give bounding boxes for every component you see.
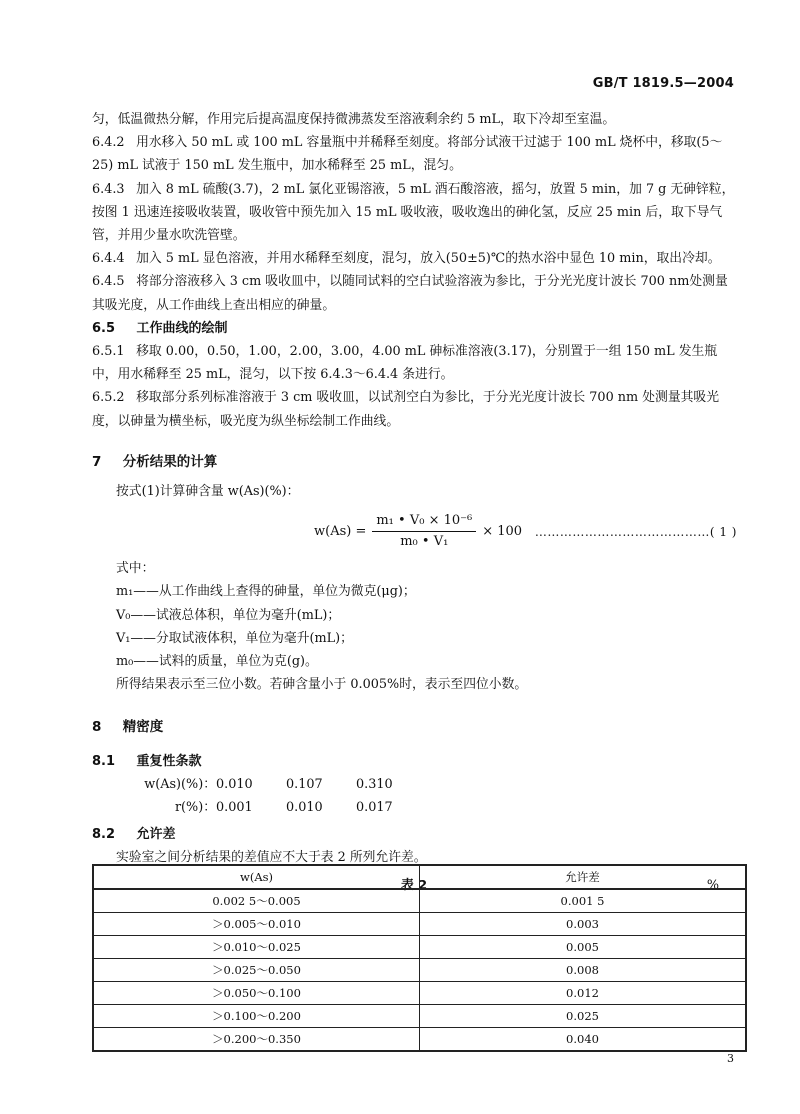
- formula-denominator: m₀ • V₁: [400, 534, 449, 550]
- clause-number: 6.5.2: [92, 390, 125, 406]
- result-note: 所得结果表示至三位小数。若砷含量小于 0.005%时，表示至四位小数。: [116, 677, 528, 693]
- section-title: 工作曲线的绘制: [136, 320, 228, 336]
- section-title: 重复性条款: [136, 753, 202, 769]
- clause-text: 加入 5 mL 显色溶液，并用水稀释至刻度，混匀，放入(50±5)℃的热水浴中显色 10 min，取出冷却。: [136, 251, 721, 267]
- repeatability-value: 0.017: [356, 800, 393, 816]
- clause-6-5-1: [92, 340, 737, 386]
- clause-number: 6.4.3: [92, 181, 125, 197]
- table-row: [93, 913, 746, 936]
- table-cell-tolerance: 0.025: [420, 1005, 747, 1028]
- definition-m0: m₀——试料的质量，单位为克(g)。: [116, 654, 318, 670]
- section-title: 精密度: [122, 719, 164, 736]
- section-8-heading: [92, 716, 737, 739]
- section-number: 6.5: [92, 320, 116, 336]
- section-number: 8.2: [92, 827, 116, 843]
- repeatability-row-w: [92, 773, 737, 796]
- table-2: [92, 864, 747, 1052]
- table-unit: %: [706, 877, 719, 893]
- clause-number: 6.4.2: [92, 135, 125, 151]
- repeatability-row-r: [92, 796, 737, 819]
- table-row: [93, 1005, 746, 1028]
- section-number: 8.1: [92, 753, 116, 769]
- table-cell-range: 0.002 5～0.005: [93, 889, 420, 913]
- clause-number: 6.5.1: [92, 344, 125, 360]
- body-text: [92, 108, 737, 896]
- table-cell-range: ＞0.010～0.025: [93, 936, 420, 959]
- formula-numerator: m₁ • V₀ × 10⁻⁶: [372, 513, 476, 532]
- clause-text: 移取 0.00，0.50，1.00，2.00，3.00，4.00 mL 砷标准溶液(3.17)，分别置于一组 150 mL 发生瓶中，用水稀释至 25 mL，混匀，以下按 6.4.3～6.4.4 条进行。: [92, 344, 718, 383]
- table-cell-range: ＞0.050～0.100: [93, 982, 420, 1005]
- clause-number: 6.4.4: [92, 251, 125, 267]
- clause-number: 6.4.5: [92, 274, 125, 290]
- clause-6-5-2: [92, 386, 737, 432]
- table-cell-range: ＞0.100～0.200: [93, 1005, 420, 1028]
- table-header-tolerance: 允许差: [420, 865, 747, 889]
- clause-text: 移取部分系列标准溶液于 3 cm 吸收皿，以试剂空白为参比，于分光光度计波长 700 nm 处测量其吸光度，以砷量为横坐标，吸光度为纵坐标绘制工作曲线。: [92, 390, 720, 429]
- clause-text: 加入 8 mL 硫酸(3.7)，2 mL 氯化亚锡溶液，5 mL 酒石酸溶液，摇匀，放置 5 min，加 7 g 无砷锌粒，按图 1 迅速连接吸收装置，吸收管中预先加入 15 mL 吸收液，吸收逸出的砷化氢，反应 25 min 后，取下导气管，并用少量水吹洗管壁。: [92, 181, 735, 244]
- tolerance-text: 实验室之间分析结果的差值应不大于表 2 所列允许差。: [116, 850, 427, 866]
- table-cell-tolerance: 0.040: [420, 1028, 747, 1052]
- table-row: [93, 889, 746, 913]
- table-cell-range: ＞0.005～0.010: [93, 913, 420, 936]
- repeatability-value: 0.001: [216, 800, 253, 816]
- formula-1: [92, 507, 737, 557]
- standard-number: GB/T 1819.5—2004: [592, 76, 734, 91]
- repeatability-label: w(As)(%)：: [144, 776, 216, 792]
- page-number: 3: [727, 1052, 734, 1065]
- formula-fraction: [372, 513, 476, 550]
- table-title: 表 2: [401, 877, 428, 893]
- section-6-5-heading: [92, 317, 737, 340]
- repeatability-value: 0.010: [216, 776, 253, 792]
- table-row: [93, 936, 746, 959]
- table-cell-tolerance: 0.001 5: [420, 889, 747, 913]
- formula-tail: × 100: [482, 524, 523, 540]
- clause-6-4-5: [92, 270, 737, 316]
- clause-6-4-3: [92, 178, 737, 248]
- clause-text: 将部分溶液移入 3 cm 吸收皿中，以随同试料的空白试验溶液为参比，于分光光度计波长 700 nm处测量其吸光度，从工作曲线上查出相应的砷量。: [92, 274, 728, 313]
- table-row: [93, 959, 746, 982]
- formula-expression: [314, 513, 522, 550]
- table-cell-tolerance: 0.003: [420, 913, 747, 936]
- clause-text: 用水移入 50 mL 或 100 mL 容量瓶中并稀释至刻度。将部分试液干过滤于 100 mL 烧杯中，移取(5～25) mL 试液于 150 mL 发生瓶中，加水稀释至 25 mL，混匀。: [92, 135, 723, 174]
- definition-v0: V₀——试液总体积，单位为毫升(mL)；: [116, 607, 341, 623]
- table-cell-tolerance: 0.008: [420, 959, 747, 982]
- section-title: 分析结果的计算: [122, 453, 218, 470]
- repeatability-label: r(%)：: [174, 800, 216, 816]
- equation-number: ……………………………………( 1 ): [534, 525, 737, 540]
- repeatability-value: 0.310: [356, 776, 393, 792]
- section-number: 8: [92, 719, 102, 736]
- table-header-was: w(As): [93, 865, 420, 889]
- repeatability-value: 0.107: [286, 776, 323, 792]
- section-title: 允许差: [136, 827, 176, 843]
- repeatability-value: 0.010: [286, 800, 323, 816]
- table-cell-range: ＞0.200～0.350: [93, 1028, 420, 1052]
- definition-v1: V₁——分取试液体积，单位为毫升(mL)；: [116, 630, 353, 646]
- table-header-row: [93, 865, 746, 889]
- clause-6-4-2: [92, 131, 737, 177]
- formula-intro: 按式(1)计算砷含量 w(As)(%)：: [116, 484, 300, 500]
- paragraph-continued: 匀，低温微热分解，作用完后提高温度保持微沸蒸发至溶液剩余约 5 mL，取下冷却至室温。: [92, 112, 616, 127]
- table-cell-tolerance: 0.005: [420, 936, 747, 959]
- section-7-heading: [92, 451, 737, 474]
- section-8-1-heading: [92, 750, 737, 773]
- table-row: [93, 1028, 746, 1052]
- section-8-2-heading: [92, 823, 737, 846]
- formula-lhs: w(As) =: [314, 524, 367, 540]
- table-cell-range: ＞0.025～0.050: [93, 959, 420, 982]
- table-row: [93, 982, 746, 1005]
- definition-m1: m₁——从工作曲线上查得的砷量，单位为微克(μg)；: [116, 584, 416, 600]
- table-cell-tolerance: 0.012: [420, 982, 747, 1005]
- section-number: 7: [92, 453, 102, 470]
- where-label: 式中：: [116, 561, 155, 577]
- clause-6-4-4: [92, 247, 737, 270]
